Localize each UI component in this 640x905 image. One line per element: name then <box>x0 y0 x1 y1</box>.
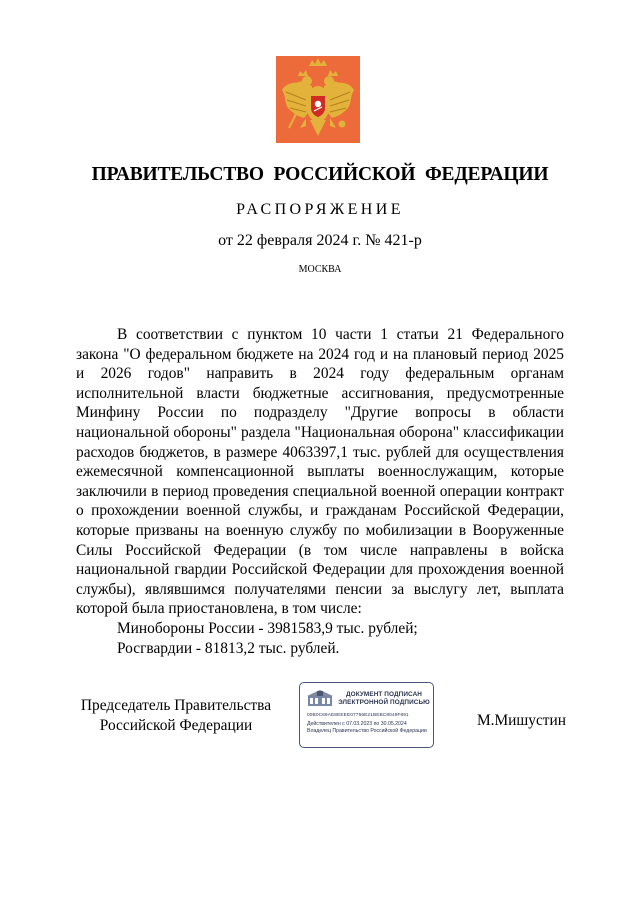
list-item: Росгвардии - 81813,2 тыс. рублей. <box>117 639 340 657</box>
list-item: Минобороны России - 3981583,9 тыс. рублей; <box>117 619 418 637</box>
document-city: МОСКВА <box>298 264 342 275</box>
digital-signature-icon <box>307 689 333 707</box>
certificate-serial: 00B0C69AE8EEEE07756E21BEBC8049F891 <box>307 713 409 718</box>
certificate-validity: Действителен с 07.03.2023 по 30.05.2024 <box>307 721 407 727</box>
signer-position-line: Председатель Правительства <box>80 697 272 714</box>
signer-position-line: Российской Федерации <box>99 717 253 734</box>
stamp-title: ДОКУМЕНТ ПОДПИСАН ЭЛЕКТРОННОЙ ПОДПИСЬЮ <box>338 691 430 706</box>
organization-title: ПРАВИТЕЛЬСТВО РОССИЙСКОЙ ФЕДЕРАЦИИ <box>91 164 549 185</box>
main-paragraph: В соответствии с пунктом 10 части 1 статьи 21 Федерального закона "О федеральном бюджете на 2024 год и на плановый период 2025 и 2026 годов" направить в 2024 году федеральным органам исполнительной власти бюджетные ассигнования, предусмотренные Минфину России по подразделу "Другие вопросы в области национальной обороны" раздела "Национальная оборона" классификации расходов бюджетов, в размере 4063397,1 тыс. рублей для осуществления ежемесячной компенсационной выплаты военнослужащим, которые заключили в период проведения специальной военной операции контракт о прохождении военной службы, и гражданам Российской Федерации, которые призваны на военную службу по мобилизации в Вооруженные Силы Российской Федерации (в том числе направлены в войска национальной гвардии Российской Федерации для прохождения военной службы), являвшимся получателями пенсии за выслугу лет, выплата которой была приостановлена, в том числе: <box>76 326 564 618</box>
document-date-number: от 22 февраля 2024 г. № 421-р <box>218 232 422 249</box>
russian-coat-of-arms-icon <box>276 56 360 143</box>
document-body <box>76 325 564 658</box>
signer-name: М.Мишустин <box>476 712 566 729</box>
signer-position <box>76 696 276 736</box>
certificate-owner: Владелец Правительство Российской Федерации <box>307 728 427 734</box>
document-type: РАСПОРЯЖЕНИЕ <box>236 201 404 218</box>
electronic-signature-stamp <box>299 682 434 748</box>
